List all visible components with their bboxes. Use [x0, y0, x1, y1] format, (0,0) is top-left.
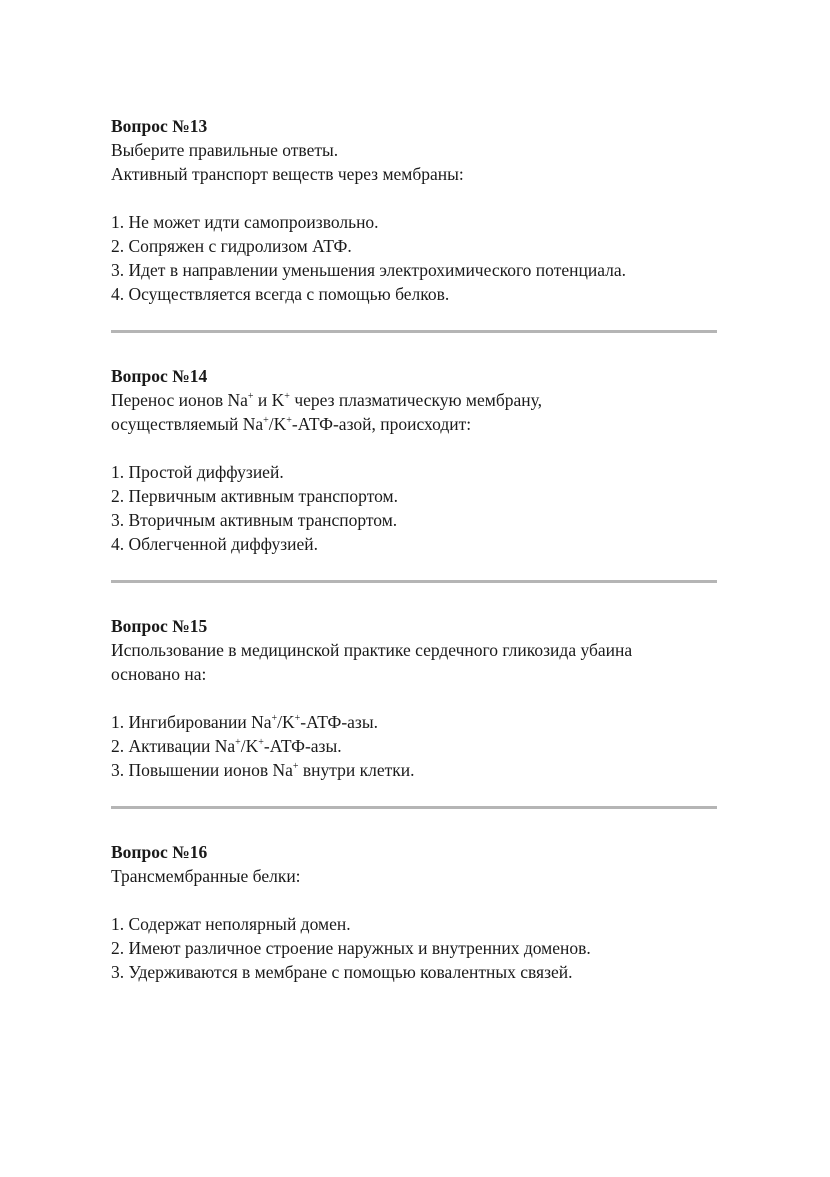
- question-16: [111, 840, 731, 984]
- question-15: [111, 614, 731, 782]
- question-stem-line: Трансмембранные белки:: [111, 866, 301, 886]
- answer-option: 4. Облегченной диффузией.: [111, 534, 319, 554]
- answer-option: 1. Не может идти самопроизвольно.: [111, 212, 379, 232]
- answer-option: 3. Повышении ионов Na+ внутри клетки.: [111, 760, 415, 780]
- question-title: Вопрос №14: [111, 366, 208, 386]
- answer-option: 3. Вторичным активным транспортом.: [111, 510, 398, 530]
- answer-options: [111, 912, 731, 984]
- question-13: [111, 114, 731, 306]
- answer-option: 2. Имеют различное строение наружных и внутренних доменов.: [111, 938, 591, 958]
- section-divider: [111, 580, 717, 583]
- question-stem-line: Перенос ионов Na+ и K+ через плазматическую мембрану,: [111, 390, 543, 410]
- section-divider: [111, 330, 717, 333]
- answer-option: 3. Идет в направлении уменьшения электрохимического потенциала.: [111, 260, 627, 280]
- answer-option: 3. Удерживаются в мембране с помощью ковалентных связей.: [111, 962, 573, 982]
- question-stem-line: Активный транспорт веществ через мембраны:: [111, 164, 464, 184]
- question-stem-line: Использование в медицинской практике сердечного гликозида убаина: [111, 640, 633, 660]
- answer-options: [111, 210, 731, 306]
- answer-option: 2. Сопряжен с гидролизом АТФ.: [111, 236, 352, 256]
- answer-option: 1. Ингибировании Na+/K+-АТФ-азы.: [111, 712, 378, 732]
- question-title: Вопрос №16: [111, 842, 208, 862]
- question-title: Вопрос №13: [111, 116, 208, 136]
- question-stem-line: осуществляемый Na+/K+-АТФ-азой, происходит:: [111, 414, 472, 434]
- section-divider: [111, 806, 717, 809]
- question-stem-line: основано на:: [111, 664, 207, 684]
- question-stem-line: Выберите правильные ответы.: [111, 140, 339, 160]
- question-14: [111, 364, 731, 556]
- answer-option: 1. Содержат неполярный домен.: [111, 914, 351, 934]
- answer-options: [111, 460, 731, 556]
- answer-option: 2. Первичным активным транспортом.: [111, 486, 398, 506]
- answer-option: 2. Активации Na+/K+-АТФ-азы.: [111, 736, 342, 756]
- answer-options: [111, 710, 731, 782]
- question-title: Вопрос №15: [111, 616, 208, 636]
- answer-option: 1. Простой диффузией.: [111, 462, 284, 482]
- answer-option: 4. Осуществляется всегда с помощью белков.: [111, 284, 450, 304]
